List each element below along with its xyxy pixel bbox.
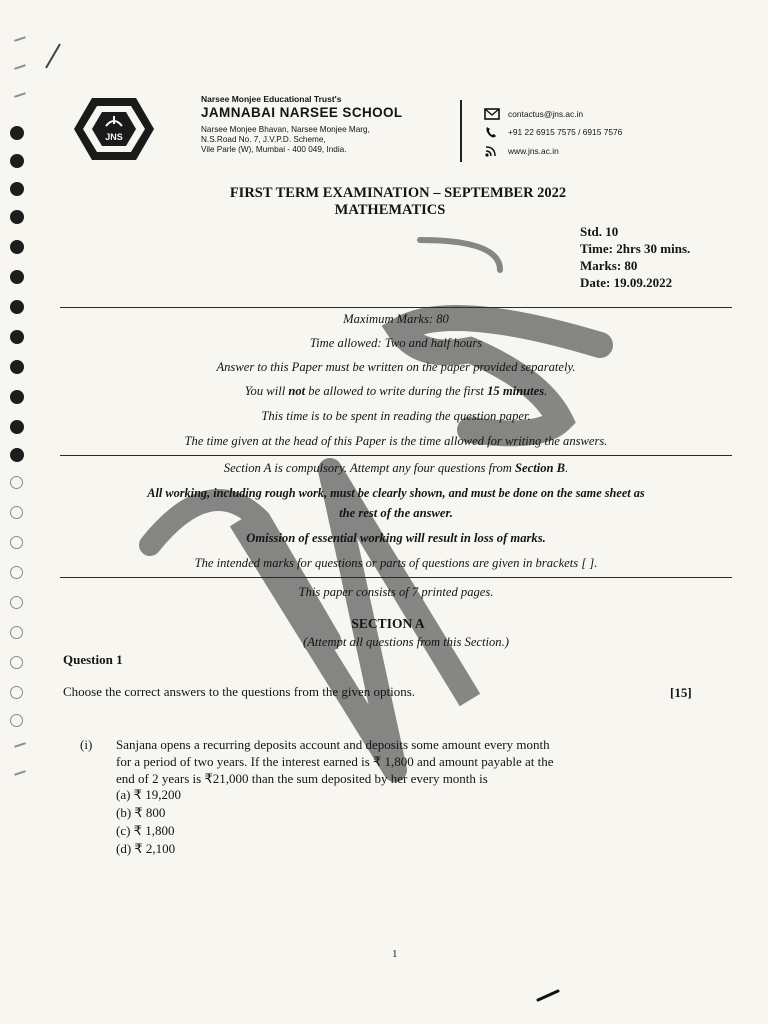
instruction-working-2: the rest of the answer.	[339, 506, 453, 520]
address-line: Narsee Monjee Bhavan, Narsee Monjee Marg,	[201, 125, 370, 134]
instruction-time-given: The time given at the head of this Paper is the time allowed for writing the answers.	[184, 434, 608, 448]
question-marks: [15]	[670, 685, 692, 700]
page-number: 1	[392, 948, 398, 960]
exam-title: FIRST TERM EXAMINATION – SEPTEMBER 2022	[229, 185, 567, 201]
question-prompt: Choose the correct answers to the questions from the given options.	[63, 684, 416, 699]
instruction-text: Section A is compulsory. Attempt any four questions from	[223, 461, 516, 475]
exam-date: Date: 19.09.2022	[580, 275, 673, 290]
instruction-text: .	[544, 384, 548, 398]
section-subtitle: (Attempt all questions from this Section.)	[303, 635, 509, 649]
school-name: JAMNABAI NARSEE SCHOOL	[201, 105, 403, 120]
instruction-text: be allowed to write during the first	[305, 384, 488, 398]
instruction-intended-marks: The intended marks for questions or parts of questions are given in brackets [ ].	[194, 556, 598, 570]
answer-option: (d) ₹ 2,100	[116, 841, 176, 856]
watermark-curl	[420, 240, 500, 270]
question-heading: Question 1	[63, 652, 123, 667]
instruction-text: You will	[244, 384, 289, 398]
subject-title: MATHEMATICS	[334, 202, 446, 218]
instruction-emphasis: 15 minutes	[487, 384, 545, 398]
phone-text: +91 22 6915 7575 / 6915 7576	[508, 127, 623, 137]
contact-phone	[484, 126, 622, 138]
contact-website	[484, 145, 559, 157]
mail-icon	[484, 108, 500, 120]
pen-stroke-mark	[46, 44, 60, 68]
instruction-section-a	[60, 461, 732, 476]
instruction-time-allowed: Time allowed: Two and half hours	[309, 336, 483, 350]
website-text: www.jns.ac.in	[508, 146, 559, 156]
instruction-text: .	[565, 461, 569, 475]
divider-line	[60, 455, 732, 456]
pen-mark	[536, 988, 562, 1002]
instruction-max-marks: Maximum Marks: 80	[343, 312, 449, 326]
contact-email	[484, 108, 583, 120]
instruction-emphasis: not	[288, 384, 306, 398]
rss-icon	[484, 145, 500, 157]
total-marks: Marks: 80	[580, 258, 638, 273]
question-line: for a period of two years. If the interest earned is ₹ 1,800 and amount payable at the	[116, 754, 554, 769]
school-logo	[72, 96, 156, 162]
address-line: Vile Parle (W), Mumbai - 400 049, India.	[201, 145, 347, 154]
section-title: SECTION A	[351, 616, 425, 631]
answer-option: (a) ₹ 19,200	[116, 787, 181, 802]
instruction-reading-time: This time is to be spent in reading the question paper.	[261, 409, 531, 423]
instruction-pages: This paper consists of 7 printed pages.	[298, 585, 494, 599]
instruction-emphasis: Section B	[515, 461, 566, 475]
divider-line	[60, 307, 732, 308]
answer-option: (c) ₹ 1,800	[116, 823, 175, 838]
instruction-answer-separately: Answer to this Paper must be written on the paper provided separately.	[216, 360, 576, 374]
phone-icon	[484, 126, 500, 138]
instruction-working-1: All working, including rough work, must be clearly shown, and must be done on the same sheet as	[147, 486, 645, 500]
standard: Std. 10	[580, 224, 619, 239]
logo-text: JNS	[105, 132, 123, 142]
answer-option: (b) ₹ 800	[116, 805, 166, 820]
instruction-no-writing	[60, 384, 732, 399]
instruction-omission: Omission of essential working will result in loss of marks.	[246, 531, 546, 545]
question-line: end of 2 years is ₹21,000 than the sum deposited by her every month is	[116, 771, 488, 786]
header-divider	[460, 100, 462, 162]
question-number: (i)	[80, 737, 93, 752]
address-line: N.S.Road No. 7, J.V.P.D. Scheme,	[201, 135, 326, 144]
question-line: Sanjana opens a recurring deposits account and deposits some amount every month	[116, 737, 550, 752]
divider-line	[60, 577, 732, 578]
email-text: contactus@jns.ac.in	[508, 109, 584, 119]
trust-name: Narsee Monjee Educational Trust's	[201, 94, 342, 104]
time-duration: Time: 2hrs 30 mins.	[580, 241, 691, 256]
